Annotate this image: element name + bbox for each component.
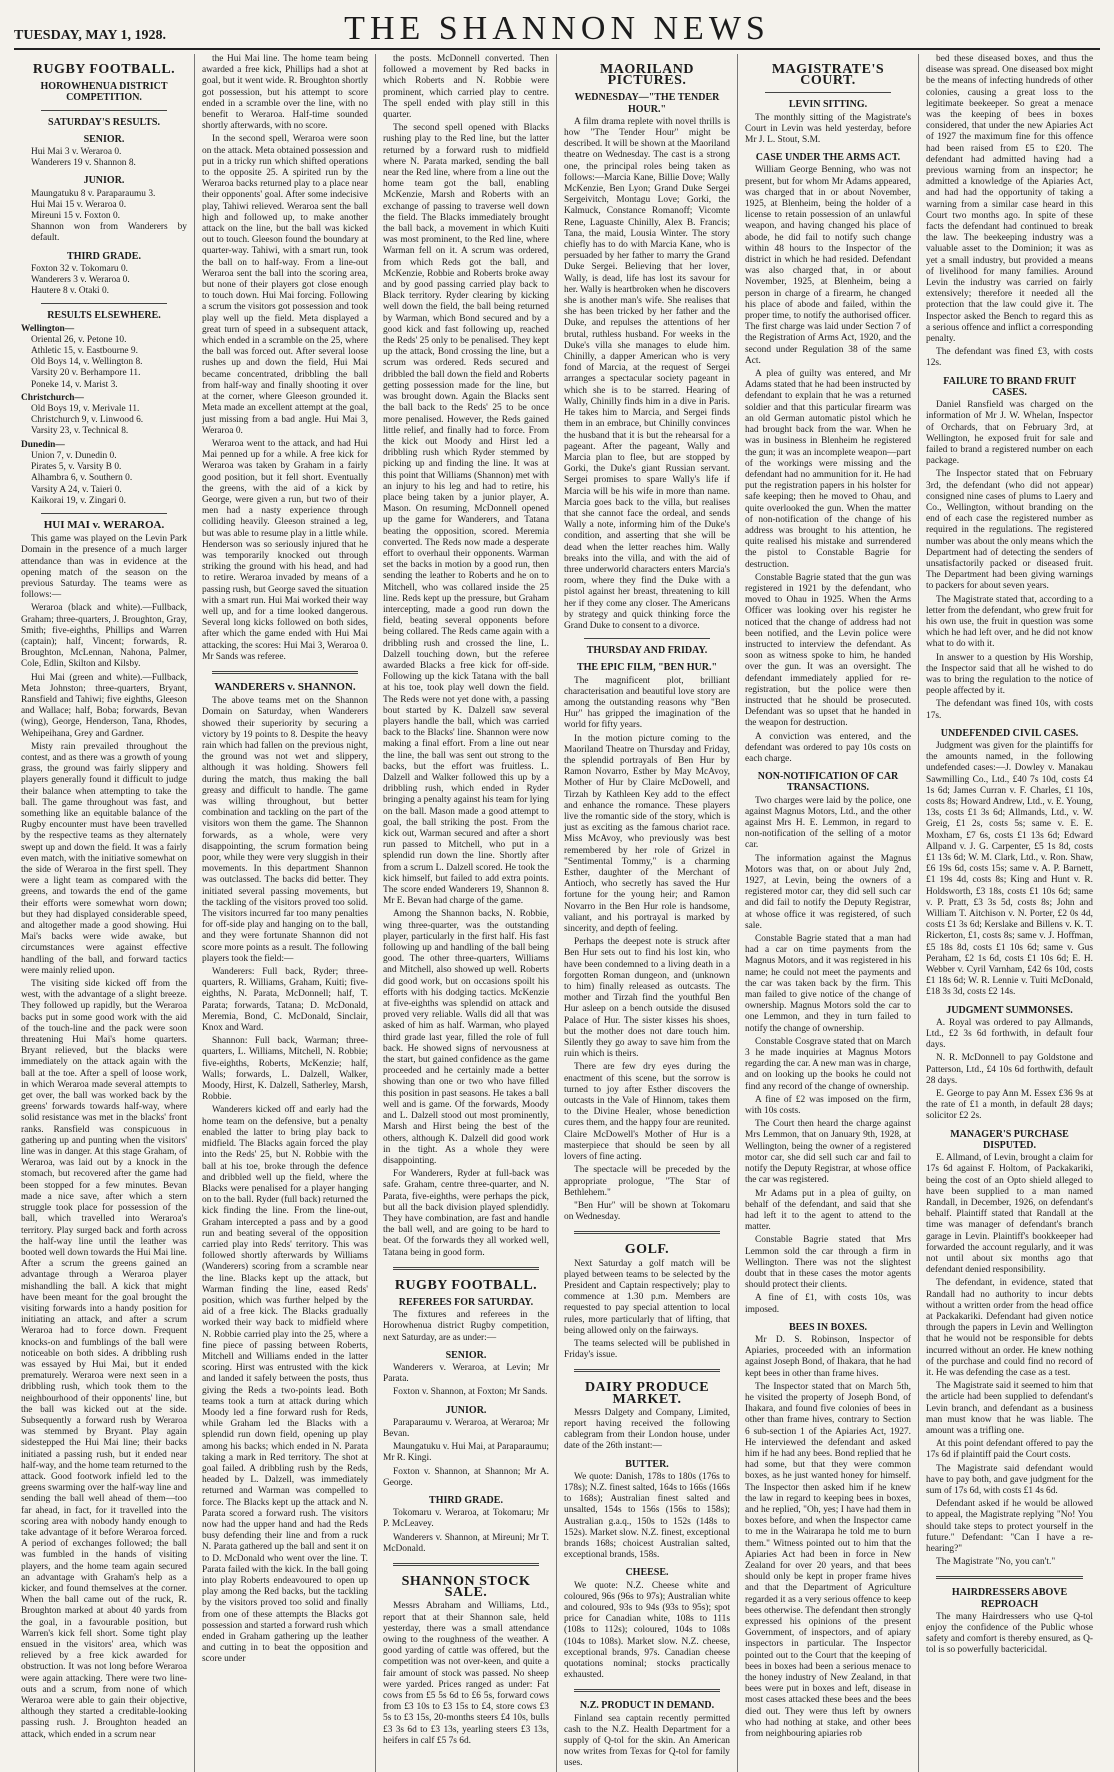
article-paragraph: There are few dry eyes during the enactment of this scene, but the sorrow is turned to joy after Esther discovers the outcasts in the Vale of Hinnom, takes them to the Divine Healer, whose benediction cures them, and the happy four are reunited. Claire McDowell's Mother of Hur is a masterpiece that should be seen by all lovers of fine acting. — [564, 1062, 730, 1163]
article-paragraph: the posts. McDonnell converted. Then followed a movement by Red backs in which Roberts and N. Robbie were prominent, which carried play to centre. The spell ended with play still in this quarter. — [383, 54, 549, 121]
nz-product-heading: N.Z. PRODUCT IN DEMAND. — [579, 1700, 715, 1712]
article-paragraph: The information against the Magnus Motors was that, on or about July 2nd, 1927, at Levin, being the owners of a registered motor car, they did sell such car and did fail to notify the Deputy Registrar, at whose office it was registered, of such sale. — [745, 853, 911, 931]
column-5 — [738, 54, 919, 1772]
rugby-referees-heading: RUGBY FOOTBALL. — [394, 1277, 538, 1293]
article-paragraph: The above teams met on the Shannon Domain on Saturday, when Wanderers showed their superiority by securing a victory by 19 points to 8. Despite the heavy rain which had fallen on the previous night, the ground was not wet and slippery, although it was holding. Showers fell during the match, thus making the ball greasy and difficult to handle. The game was willing throughout, but better combination and tackling on the part of the visitors won them the game. The Shannon forwards, as a whole, were very disappointing, the scrum formation being poor, while they were very sluggish in their movements. In this department Shannon was outclassed. The backs did better. They initiated several passing movements, but the tackling of the visitors proved too solid. The visitors incurred far too many penalties for off-side play and hanging on to the ball, and they were fortunate Shannon did not score more points as a result. The following players took the field:— — [202, 696, 368, 964]
maoriland-heading: MAORILAND PICTURES. — [600, 62, 694, 89]
divider — [584, 638, 710, 639]
article-paragraph: The magnificent plot, brilliant characterisation and beautiful love story are among the outstanding reasons why "Ben Hur" has gripped the imagination of the world for fifty years. — [564, 675, 730, 731]
article-paragraph: This game was played on the Levin Park Domain in the presence of a much larger attendance than was in evidence at the opening match of the season on the previous Saturday. The teams were as follows:— — [21, 534, 187, 601]
article-paragraph: Mr D. S. Robinson, Inspector of Apiaries, proceeded with an information against Joseph Bond, of Ihakara, that he had kept bees in other than frame hives. — [745, 1334, 911, 1379]
fixture-line: Tokomaru v. Weraroa, at Tokomaru; Mr P. McLeavey. — [383, 1508, 549, 1530]
article-paragraph: A fine of £1, with costs 10s, was imposed. — [745, 1293, 911, 1315]
article-paragraph: Defendant asked if he would be allowed to appeal, the Magistrate replying "No! You should take steps to protect yourself in the future." Defendant: "Can I have a re-hearing?" — [926, 1499, 1093, 1554]
article-paragraph: The Court then heard the charge against Mrs Lemmon, that on January 9th, 1928, at Wellington, being the owner of a registered motor car, she did sell such car and fail to notify the Deputy Registrar, at whose office the car was registered. — [745, 1119, 911, 1186]
senior-label: SENIOR. — [445, 1349, 487, 1361]
butter-label: BUTTER. — [625, 1458, 669, 1470]
car-transactions-subheading: NON-NOTIFICATION OF CAR TRANSACTIONS. — [757, 771, 899, 794]
result-line: Wanderers 3 v. Weraroa 0. — [31, 275, 130, 286]
competition-heading: HOROWHENUA DISTRICT COMPETITION. — [40, 81, 168, 104]
result-line: Varsity A 24, v. Taieri 0. — [31, 484, 122, 495]
article-paragraph: Two charges were laid by the police, one against Magnus Motors, Ltd., and the other against Mrs H. E. Lemmon, in regard to non-notification of the selling of a motor car. — [745, 795, 911, 851]
article-paragraph: The second spell opened with Blacks rushing play to the Red line, but the latter returned by a forward rush to midfield where N. Parata marked, sending the ball near the Red line, where from a line out the home team got the ball, enabling McKenzie, Marsh and Roberts with an exchange of passing to traverse well down the field. The Blacks immediately brought the ball back, a movement in which Kuiti was most prominent, to the Red line, where Warman fell on it. A scrum was ordered, from which Reds got the ball, and McKenzie, Robbie and Roberts broke away and by good passing carried play back to Black territory. Ryder clearing by kicking well down the field, the ball being returned by Warman, which Bond secured and by a good kick and fast following up, reached the Reds' 25 only to be penalised. They kept up the attack, Bond crossing the line, but a scrum was ordered. Reds secured and dribbled the ball down the field and Roberts getting possession made for the line, but was brought down. Again the Blacks sent the ball back to the Reds' 25 to be once more penalised. However, the Reds gained little relief, and finally had to force. From the kick out Moody and Hirst led a dribbling rush which Ryder stemmed by picking up and finding the line. It was at this point that Williams (Shannon) met with an injury to his leg and had to retire, his place being taken by a junior player, A. Mason. On resuming, McDonnell opened up the game for Wanderers, and Tatana beating the opposition, scored. Meremia converted. The Reds now made a desperate effort to overhaul their opponents. Warman set the backs in motion by a good run, then sending the leather to Roberts and he on to Mitchell, who was collared inside the 25 line. Reds kept up the pressure, but Graham intercepting, made a good run down the field, beating several opponents before being collared. The Reds came again with a dribbling rush and crossed the line, L. Dalzell touching down, but the referee awarded Blacks a free kick for off-side. Following up the kick Tatana with the ball at his toe, took play well down the field. The Reds were not yet done with, a passing bout started by K. Dalzell saw several players handle the ball, which was carried back to the Blacks' line. Shannon were now making a final effort. From a line out near the line, the ball was sent out strong to the backs, but the effort was fruitless. L. Dalzell and Walker followed this up by a dribbling rush, which ended in Ryder bringing a penalty against his team for lying on the ball. Mason made a good attempt to goal, the ball striking the post. From the kick out, Warman secured and after a short run passed to Mitchell, who put in a splendid run down the line. Shortly after from a scrum L. Dalzell scored. He took the kick himself, but failed to add extra points. The score ended Wanderers 19, Shannon 8. Mr E. Bevan had charge of the game. — [383, 123, 549, 907]
article-paragraph: The Magistrate stated that, according to a letter from the defendant, who grew fruit for his own use, the fruit in question was some which he had left over, and he did not know what to do with it. — [926, 594, 1093, 650]
cheese-label: CHEESE. — [625, 1567, 669, 1579]
result-line: Hui Mai 3 v. Weraroa 0. — [31, 147, 122, 158]
divider — [212, 671, 358, 674]
result-line: Varsity 20 v. Berhampore 11. — [31, 368, 141, 379]
newspaper-title: THE SHANNON NEWS — [344, 10, 770, 47]
article-paragraph: bed these diseased boxes, and thus the disease was spread. One diseased box might be the means of infecting hundreds of other colonies, causing a great loss to the legitimate beekeeper. So great a menace was the keeping of bees in boxes considered, that under the new Apiaries Act of 1927 the maximum fine for this offence had been raised from £5 to £20. The defendant had admitted having had a previous warning from an inspector; he admitted a knowledge of the Apiaries Act, and had had the opportunity of taking a warning from a similar case heard in this Court two months ago. In spite of these facts the defendant had continued to break the law. The beekeeping industry was a valuable asset to the Dominion; it was as yet a small industry, but provided a means of livelihood for many families. Around Levin the industry was carried on fairly extensively; therefore it needed all the protection that the law could give it. The Inspector asked the Bench to regard this as a serious offence and inflict a corresponding penalty. — [926, 54, 1093, 345]
result-line: Varsity 23, v. Technical 8. — [31, 426, 129, 437]
golf-heading: GOLF. — [624, 1242, 670, 1258]
article-paragraph: Daniel Ransfield was charged on the information of Mr J. W. Whelan, Inspector of Orchards, that on February 3rd, at Wellington, he exposed fruit for sale and failed to brand a registered number on each package. — [926, 400, 1093, 467]
article-paragraph: Misty rain prevailed throughout the contest, and as there was a growth of young grass, the ground was fairly slippery and players generally found it difficult to judge their balance when attempting to take the ball. The game throughout was fast, and something like an equitable balance of the Rugby encounter must have been travelled by the respective teams as they alternately swept up and down the field. It was a fairly even match, with the initiative somewhat on the side of Weraroa in the first spell. They were a light team as compared with the greens, and towards the end of the game their efforts were somewhat worn down; but they had displayed considerable speed, and altogether made a good showing. Hui Mai's backs were wide awake, but circumstances were against effective handling of the ball, and forward tactics were mainly relied upon. — [21, 741, 187, 976]
fixture-line: Foxton v. Shannon, at Shannon; Mr A. George. — [383, 1466, 549, 1488]
court-heading: MAGISTRATE'S COURT. — [771, 62, 885, 89]
divider — [41, 110, 167, 111]
advert-paragraph: Finland sea captain recently permitted cash to the N.Z. Health Department for a supply of Q-tol for the skin. An American now writes from Texas for Q-tol for family uses. — [564, 1713, 730, 1769]
arms-act-subheading: CASE UNDER THE ARMS ACT. — [755, 152, 901, 164]
city-label: Christchurch— — [21, 392, 84, 403]
city-label: Dunedin— — [21, 439, 65, 450]
article-paragraph: E. Allmand, of Levin, brought a claim for 17s 6d against F. Holtom, of Packakariki, being the cost of an Opto shield alleged to have been supplied to a man named Randall, in December, 1926, on defendant's behalf. Plaintiff stated that Randall at the time was manager of defendant's branch garage in Levin. Plaintiff's bookkeeper had forwarded the account regularly, and it was not until about six months ago that defendant denied responsibility. — [926, 1153, 1093, 1276]
article-paragraph: In the motion picture coming to the Maoriland Theatre on Thursday and Friday, the splendid portrayals of Ben Hur by Ramon Novarro, Esther by May McAvoy, Mother of Hur by Claire McDowell, and Tirzah by Kathleen Key add to the effect and enhance the romance. These players live the romantic side of the story, which is just as exciting as the famous chariot race. Miss McAvoy, who previously was best remembered by her role of Grizel in "Sentimental Tommy," is a charming Esther, daughter of the Merchant of Antioch, who secretly has saved the Hur fortune for the young heir; and Ramon Novarro in the Ben Hur role is handsome, valiant, and his portrayal is marked by sincerity, and depth of feeling. — [564, 733, 730, 935]
article-paragraph: The fixtures and referees in the Horowhenua district Rugby competition, next Saturday, are as under:— — [383, 1310, 549, 1343]
article-paragraph: Judgment was given for the plaintiffs for the amounts named, in the following undefended cases:—J. Dowley v. Manakau Sawmilling Co., Ltd., £40 7s 10d, costs £4 1s 6d; James Curran v. F. Charles, £1 10s, costs 8s; Howard Andrew, Ltd., v. E. Young, 13s, costs £1 3s 6d; Allmands, Ltd., v. W. Greig, £1 2s, costs 5s; same v. E. E. Moxham, £7 6s, costs £1 13s 6d; Edward Allpand v. J. G. Carpenter, £5 1s 8d, costs £1 13s 6d; W. M. Clark, Ltd., v. Ron. Shaw, £6 19s 6d, costs 15s; same v. A. P. Barnett, £1 19s 4d, costs 8s; King and Hunt v. R. Holdsworth, £3 18s, costs £1 10s 6d; same v. P. Pratt, £3 3s 5d, costs 8s; John and William T. Aitchison v. N. Porter, £2 0s 4d, costs £1 3s 6d; Kerslake and Billens v. K. T. Rickerton, £1, costs 8s; same v. J. Hoffman, £5 18s 8d, costs £1 10s 6d; same v. Gus Peraham, £2 1s 6d, costs £1 10s 6d; E. H. Webber v. Cyril Varnham, £42 6s 10d, costs £1 18s 6d; W. R. Lennie v. Tuiti McDonald, £18 3s 3d, costs £2 14s. — [926, 740, 1093, 998]
results-elsewhere-heading: RESULTS ELSEWHERE. — [47, 310, 161, 322]
divider — [574, 1689, 720, 1692]
article-paragraph: The defendant was fined 10s, with costs 17s. — [926, 699, 1093, 721]
article-paragraph: In the second spell, Weraroa were soon on the attack. Meta obtained possession and put in a tricky run which shifted operations to the opposite 25. A spirited run by the Weraroa backs returned play to a place near their opponents' goal. After some indecisive play, Tahiwi relieved. Weraroa sent the ball high and followed up, to make another attack on the line, but the ball was kicked out to touch. Gleeson found the boundary at quarter-way. Tahiwi, with a smart run, took the ball on to half-way. From a line-out Weraroa sent the ball into the scoring area, but none of their players got close enough to touch down. Hui Mai forcing. Following a scrum the visitors got possession and took play well up the field. Meta displayed a great turn of speed in a subsequent attack, which ended in a scramble on the 25, where the ball was forced out. After several loose rushes up and down the field, Hui Mai became concentrated, dribbling the ball from half-way and finally shooting it over at the corner, where Gleeson grounded it. Meta made an excellent attempt at the goal, just missing from a bad angle. Hui Mai 3, Weraroa 0. — [202, 134, 368, 436]
column-4 — [557, 54, 738, 1772]
fruit-cases-subheading: FAILURE TO BRAND FRUIT CASES. — [943, 375, 1076, 398]
article-paragraph: Constable Bagrie stated that the gun was registered in 1921 by the defendant, who moved to Ohau in 1925. When the Arms Officer was looking over his register he noticed that the change of address had not been notified, and the Levin police were instructed to interview the defendant. As soon as witness spoke to him, he handed over the gun. It was an oversight. The defendant immediately applied for re-registration, but the police were then instructed that he should be prosecuted. Defendant was so upset that he handed in the weapon for destruction. — [745, 572, 911, 729]
junior-label: JUNIOR. — [83, 175, 125, 187]
junior-label: JUNIOR. — [445, 1404, 487, 1416]
result-line: Poneke 14, v. Marist 3. — [31, 379, 118, 390]
result-line: Pirates 5, v. Varsity B 0. — [31, 462, 122, 473]
purchase-dispute-subheading: MANAGER'S PURCHASE DISPUTED. — [950, 1128, 1069, 1151]
article-paragraph: Shannon: Full back, Warman; three-quarters, L. Williams, Mitchell, N. Robbie; five-eighths, Roberts, McKenzie; half, Walls; forwards, L. Dalzell, Walker, Moody, Hirst, K. Dalzell, Satherley, Marsh, Robbie. — [202, 1036, 368, 1103]
article-paragraph: Weraroa went to the attack, and had Hui Mai penned up for a while. A free kick for Weraroa was taken by Graham in a fairly good position, but it fell short. Eventually the greens, with the aid of a kick by George, were given a run, but two of their men had a nasty experience through colliding heavily. Gleeson strained a leg, but was able to resume play in a little while. Henderson was so seriously injured that he was temporarily knocked out through striking the ground with his head, and had to retire. Weraroa invaded by means of a passing rush, but George saved the situation with a smart run. Hui Mai worked their way well up, and for a time looked dangerous. Several long kicks followed on both sides, after which the game ended with Hui Mai attacking, the scores: Hui Mai 3, Weraroa 0. Mr Sands was referee. — [202, 438, 368, 662]
column-2 — [195, 54, 376, 1772]
result-line: Hautere 8 v. Otaki 0. — [31, 286, 110, 297]
result-line: Wanderers 19 v. Shannon 8. — [31, 158, 136, 169]
city-label: Wellington— — [21, 323, 75, 334]
divider — [393, 1267, 539, 1270]
third-grade-label: THIRD GRADE. — [429, 1494, 503, 1506]
article-paragraph: We quote: Danish, 178s to 180s (176s to 178s); N.Z. finest salted, 164s to 166s (166s to 168s); Australian finest salted and unsalted, 154s to 156s (156s to 158s); Australian g.a.q., 150s to 152s (148s to 152s). Market slow. N.Z. finest, exceptional brands 168s; choicest Australian salted, exceptional brands, 158s. — [564, 1471, 730, 1561]
fixture-line: Wanderers v. Shannon, at Mireuni; Mr T. McDonald. — [383, 1532, 549, 1554]
article-paragraph: A plea of guilty was entered, and Mr Adams stated that he had been instructed by defendant to explain that he was a returned soldier and that this particular firearm was an old German automatic pistol which he had brought back from the war. When he was in business in Blenheim he registered the gun; it was an incomplete weapon—part of the workings were missing and the defendant had no ammunition for it. He had put the registration papers in his holster for safe keeping; then he moved to Ohau, and quite overlooked the gun. When the matter of non-notification of the change of his address was brought to his attention, he quite realised his mistake and surrendered the pistol to Constable Bagrie for destruction. — [745, 369, 911, 570]
result-line: Kaikorai 19, v. Zingari 0. — [31, 495, 126, 506]
article-paragraph: Constable Bagrie stated that Mrs Lemmon sold the car through a firm in Wellington. There was not the slightest doubt that in these cases the motor agents should protect their clients. — [745, 1235, 911, 1291]
column-1 — [14, 54, 195, 1772]
article-paragraph: Mr Adams put in a plea of guilty, on behalf of the defendant, and said that she had left it to the agent to attend to the matter. — [745, 1188, 911, 1233]
divider — [41, 303, 167, 304]
advert-paragraph: The many Hairdressers who use Q-tol enjoy the confidence of the Public whose safety and comfort is thereby ensured, as Q-tol is so powerfully bactericidal. — [926, 1611, 1093, 1656]
article-paragraph: Wanderers: Full back, Ryder; three-quarters, R. Williams, Graham, Kuiti; five-eighths, N. Parata, McDonnell; half, T. Parata; forwards, Tatana; D. McDonald, Meremia, Bond, C. McDonald, Sinclair, Knox and Ward. — [202, 967, 368, 1034]
article-paragraph: The Magistrate said defendant would have to pay both, and gave judgment for the sum of 17s 6d, with costs £1 4s 6d. — [926, 1463, 1093, 1496]
result-line: Union 7, v. Dunedin 0. — [31, 450, 117, 461]
divider — [765, 92, 891, 93]
match-heading: WANDERERS v. SHANNON. — [214, 680, 356, 693]
column-grid — [14, 54, 1100, 1769]
article-paragraph: William George Benning, who was not present, but for whom Mr Adams appeared, was charged that in or about November, 1925, at Blenheim, being the holder of a license to retain possession of an unlawful weapon, and having changed his place of abode, he did fail to notify such change within 48 hours to the Inspector of the district in which he had resided. Defendant was also charged that, in or about November, 1925, at Blenheim, being a person in charge of a firearm, he changed his place of abode and failed, within the proper time, to notify the authorised officer. The first charge was laid under Section 7 of the Registration of Arms Act, 1920, and the second under Regulation 38 of the same Act. — [745, 165, 911, 366]
result-line: Athletic 15, v. Eastbourne 9. — [31, 346, 138, 357]
match-heading: HUI MAI v. WERAROA. — [43, 518, 165, 531]
article-paragraph: The Inspector stated that on March 5th, he visited the property of Joseph Bond, of Ihakara, and found five colonies of bees in other than frame hives, contrary to Section 6 sub-section 1 of the Apiaries Act, 1927. He interviewed the defendant and asked him if he had any bees. Bond replied that he had some, but that they were common boxes, as he just wanted honey for himself. The Inspector then asked him if he knew the law in regard to keeping bees in boxes, and he replied, "Oh, yes; I have had them in boxes before, and when the Inspector came to me in the Wairarapa he told me to burn them." Witness pointed out to him that the Apiaries Act had been in force in New Zealand for over 20 years, and that bees should only be kept in proper frame hives and that the Department of Agriculture regarded it as a very serious offence to keep bees otherwise. The defendant then strongly expressed his opinions of the present Government, of inspectors, and of apiary inspectors in particular. The Inspector pointed out to the Court that the keeping of bees in boxes had been a serious menace to the honey industry of New Zealand, in that bees were put in boxes and left, disease in most cases attacked these bees and the bees died out. They were thus left by owners who had nothing at stake, and other bees from neighbouring apiaries rob — [745, 1381, 911, 1740]
article-paragraph: Perhaps the deepest note is struck after Ben Hur sets out to find his lost kin, who have been condemned to a living death in a forgotten Roman dungeon, and (unknown to him) finally released as outcasts. The mother and Tirzah find the youthful Ben Hur asleep on a bench outside the disused Palace of Hur. The sister kisses his shoes, but the mother does not dare touch him. Silently they go away to save him from the ruin which is theirs. — [564, 937, 730, 1060]
article-paragraph: The Magistrate "No, you can't." — [936, 1557, 1056, 1568]
article-paragraph: The teams selected will be published in Friday's issue. — [564, 1338, 730, 1361]
result-line: Oriental 26, v. Petone 10. — [31, 334, 127, 345]
article-paragraph: A. Royal was ordered to pay Allmands, Ltd., £2 3s 6d forthwith, in default four days. — [926, 1017, 1093, 1051]
result-line: Hui Mai 15 v. Weraroa 0. — [31, 199, 127, 210]
hairdressers-heading: HAIRDRESSERS ABOVE REPROACH — [951, 1587, 1068, 1610]
divider — [393, 1563, 539, 1566]
levin-sitting-subheading: LEVIN SITTING. — [788, 99, 868, 111]
column-6 — [919, 54, 1100, 1772]
article-paragraph: We quote: N.Z. Cheese white and coloured, 96s (96s to 97s); Australian white and coloured, 93s to 94s (93s to 95s); spot price for Canadian white, 108s to 111s (108s to 112s); coloured, 104s to 108s (104s to 108s). Market slow. N.Z. cheese, exceptional brands, 97s. Canadian cheese quotations nominal; stocks practically exhausted. — [564, 1580, 730, 1681]
article-paragraph: Constable Bagrie stated that a man had had a car on time payments from the Magnus Motors, and it was registered in his name; he could not meet the payments and the car was taken back by the firm. This man failed to give notice of the change of ownership. Magnus Motors sold the car to one Lemmon, and they in turn failed to notify the change of ownership. — [745, 934, 911, 1034]
divider — [574, 1369, 720, 1372]
saturday-results-heading: SATURDAY'S RESULTS. — [48, 116, 160, 128]
result-line: Christchurch 9, v. Linwood 6. — [31, 415, 144, 426]
ben-hur-subheading: THE EPIC FILM, "BEN HUR." — [576, 662, 717, 674]
result-line: Old Boys 14, v. Wellington 8. — [31, 357, 143, 368]
article-paragraph: The defendant was fined £3, with costs 12s. — [926, 347, 1093, 369]
rugby-heading: RUGBY FOOTBALL. — [32, 62, 176, 77]
fixture-line: Wanderers v. Weraroa, at Levin; Mr Parata. — [383, 1362, 549, 1385]
result-line: Old Boys 19, v. Merivale 11. — [31, 404, 140, 415]
column-3 — [376, 54, 557, 1772]
article-paragraph: The Magistrate said it seemed to him that the article had been supplied to defendant's Levin branch, and defendant as a business man must know that he was liable. The amount was a trifling one. — [926, 1381, 1093, 1436]
civil-cases-subheading: UNDEFENDED CIVIL CASES. — [940, 727, 1079, 739]
stock-sale-heading: SHANNON STOCK SALE. — [401, 1574, 531, 1601]
judgment-summonses-subheading: JUDGMENT SUMMONSES. — [946, 1004, 1073, 1016]
result-line: Foxton 32 v. Tokomaru 0. — [31, 263, 128, 274]
article-paragraph: Messrs Dalgety and Company, Limited, report having received the following cablegram from their London house, under date of the 26th instant:— — [564, 1407, 730, 1452]
article-paragraph: E. George to pay Ann M. Essex £36 9s at the rate of £1 a month, in default 28 days; solicitor £2 2s. — [926, 1089, 1093, 1122]
masthead — [14, 0, 1100, 50]
article-paragraph: the Hui Mai line. The home team being awarded a free kick, Phillips had a shot at goal, but it went wide. R. Broughton shortly got possession, but his attempt to score ended in a scramble over the line, with no benefit to Weraroa. Half-time sounded shortly afterwards, with no score. — [202, 54, 368, 132]
divider — [936, 1576, 1083, 1579]
dairy-heading: DAIRY PRODUCE MARKET. — [584, 1380, 710, 1407]
article-paragraph: The spectacle will be preceded by the appropriate prologue, "The Star of Bethlehem." — [564, 1165, 730, 1198]
article-paragraph: Next Saturday a golf match will be played between teams to be selected by the President and Captain respectively; play to commence at 1.30 p.m. Members are requested to pay special attention to local rules, more particularly that of lifting, that being allowed only on the fairways. — [564, 1258, 730, 1336]
result-line: Shannon won from Wanderers by default. — [31, 222, 187, 244]
wednesday-subheading: WEDNESDAY—"THE TENDER HOUR." — [574, 92, 720, 115]
result-line: Maungatuku 8 v. Paraparaumu 3. — [31, 188, 156, 199]
third-grade-label: THIRD GRADE. — [67, 250, 141, 262]
result-line: Alhambra 6, v. Southern 0. — [31, 473, 133, 484]
bees-subheading: BEES IN BOXES. — [788, 1321, 868, 1333]
article-paragraph: Constable Cosgrave stated that on March 3 he made inquiries at Magnus Motors regarding the car. A new man was in charge, and on looking up the books he could not find any record of the change of ownership. — [745, 1036, 911, 1092]
referees-subheading: REFEREES FOR SATURDAY. — [398, 1296, 534, 1308]
article-paragraph: The Inspector stated that on February 3rd, the defendant (who did not appear) consigned nine cases of plums to Laery and Co., Wellington, without branding on the end of each case the registered number as required in the regulations. The registered number was about the only means which the Department had of detecting the senders of unsatisfactorily packed or diseased fruit. The Department had been giving warnings to packers for about seven years. — [926, 469, 1093, 592]
article-paragraph: The defendant, in evidence, stated that Randall had no authority to incur debts without a written order from the head office at Packakariki. Defendant had given notice through the papers in Levin and Wellington that he would not be responsible for debts incurred without an order. He knew nothing of the purchase and could find no record of it. He was defending the case as a test. — [926, 1278, 1093, 1378]
article-paragraph: Among the Shannon backs, N. Robbie, wing three-quarter, was the outstanding player, particularly in the first half. His fast following up and handling of the ball being good. The other three-quarters, Williams and Mitchell, also showed up well. Roberts did good work, but on occasions spoilt his efforts with his dodging tactics. McKenzie at five-eighths was splendid on attack and proved very reliable. Walls did all that was asked of him as half. Warman, who played third grade last year, filled the role of full back. He showed signs of nervousness at the start, but gained confidence as the game proceeded and he certainly made a better showing than one or two who have filled this position in past seasons. He takes a ball well and is game. Of the forwards, Moody and L. Dalzell stood out most prominently, Marsh and Hirst being the best of the others, although K. Dalzell did good work in the tight. As a whole they were disappointing. — [383, 909, 549, 1166]
fixture-line: Paraparaumu v. Weraroa, at Weraroa; Mr Bevan. — [383, 1417, 549, 1439]
article-paragraph: N. R. McDonnell to pay Goldstone and Patterson, Ltd., £4 10s 6d forthwith, default 28 days. — [926, 1053, 1093, 1086]
article-paragraph: A film drama replete with novel thrills is how "The Tender Hour" might be described. It will be shown at the Maoriland theatre on Wednesday. The cast is a strong one, the principal roles being taken as follows:—Marcia Kane, Billie Dove; Wally McKenzie, Ben Lyon; Grand Duke Sergei Sergeivitch, Montagu Love; Gorki, the Kalmuck, Constance Romanoff; Vicomte Rene, Laguaste Chinilly, Alex B. Francis; Tana, the maid, Lousia Winter. The story chiefly has to do with Marcia Kane, who is persuaded by her father to marry the Grand Duke Sergei. Believing that her lover, Wally, is dead, life has lost its savour for her. Wally is heartbroken when he discovers she is another man's wife. She realises that she has been tricked by her father and the Duke, and repulses the attentions of her brutal, ruthless husband. For weeks in the Duke's villa she manages to elude him. Chinilly, a dapper American who is very fond of Marcia, at the request of Sergei arranges a spectacular society pageant in which she is to be starred. Hearing of Wally, Chinilly finds him in a dive in Paris. He takes him to Marcia, and Sergei finds them in an embrace, but Chinilly convinces the husband that it is but the rehearsal for a pageant. After the pageant, Wally and Marcia plan to flee, but are stopped by Gorki, the Duke's giant Russian servant. Sergei promises to spare Wally's life if Marcia will be his wife in more than name. Marcia goes back to the villa, but realises that she cannot face the ordeal, and sends Wally a note, informing him of the Duke's condition, and asserting that she will be dead when the letter reaches him. Wally breaks into the villa, and with the aid of three underworld characters enters Marcia's room, where they find the Duke with a pistol against her breast, threatening to kill her if they come any closer. The Americans by strategy and quick thinking force the Grand Duke to consent to a divorce. — [564, 116, 730, 631]
article-paragraph: In answer to a question by His Worship, the Inspector said that all he wished to do was to bring the regulation to the notice of people affected by it. — [926, 652, 1093, 697]
issue-date: TUESDAY, MAY 1, 1928. — [14, 28, 166, 43]
article-paragraph: The visiting side kicked off from the west, with the advantage of a slight breeze. They followed up rapidly, but the Weraroa backs put in some good work with the aid of the touch-line and the pack were soon threatening Hui Mai's home quarters. Bryant relieved, but the blacks were immediately on the attack again with the ball at the toe. After a spell of loose work, in which Weraroa made several attempts to get over, the ball was worked back by the greens' forwards towards half-way, where solid resistance was met in the blacks' front ranks. Ransfield was conspicuous in gathering up and punting when the visitors' line was in danger. At this stage Graham, of Weraroa, was laid out by a knock in the stomach, but recovered after the game had been stopped for a few minutes. Bevan made a nice save, after which a stern struggle took place for possession of the ball, which travelled into Weraroa's territory. Play surged back and forth across the half-way line until the leather was booted well down towards the Hui Mai line. After a scrum the greens gained an advantage through a Weraroa player mishandling the ball. A kick that might have been meant for the goal brought the visiting forwards into a handy position for initiating an attack, and after a scrum Weraroa had to force down. Frequent knocks-on and fumblings of the ball were noticeable on both sides. A dribbling rush was essayed by Hui Mai, but it ended prematurely. Weraroa were next seen in a dribbling rush, which took them to the neighbourhood of their opponents' line, but the ball was kicked out at the side. Subsequently a forward rush by Weraroa was stemmed by Bryant. Play again sidestepped the Hui Mai line; their backs initiated a passing rush, but it ended near half-way, and the home team returned to the attack. Good footwork infield led to the greens swarming over the half-way line and sending the ball well ahead of them—too far ahead, in fact, for it travelled into the scoring area with nobody handy enough to take advantage of it before Weraroa forced. A period of exchanges followed; the ball was fumbled in the hands of visiting players, and the home team again secured an advantage with Graham's help as a kicker, and found themselves at the corner. When the ball came out of the ruck, R. Broughton marked at about 40 yards from the goal, in a favourable position, but Warren's kick fell short. Some tight play ensued in the visitors' area, which was relieved by a free kick awarded for obstruction. It was not long before Weraroa were again attacking. There were two line-outs and a scrum, from none of which Weraroa were able to gain their objective, although they started a creditable-looking passing rush. J. Broughton headed an attack, which ended in a scrum near — [21, 979, 187, 1740]
article-paragraph: Hui Mai (green and white).—Fullback, Meta Johnston; three-quarters, Bryant, Ransfield and Tahiwi; five eighths, Gleeson and Wallace; half, Boba; forwards, Bevan (wing), George, Henderson, Tana, Rhodes, Wehipeihana, Grey and Gardner. — [21, 672, 187, 739]
article-paragraph: At this point defendant offered to pay the 17s 6d if plaintiff paid the Court costs. — [926, 1439, 1093, 1461]
divider — [41, 513, 167, 514]
senior-label: SENIOR. — [83, 133, 125, 145]
fixture-line: Maungatuku v. Hui Mai, at Paraparaumu; Mr R. Kingi. — [383, 1442, 549, 1464]
thursday-subheading: THURSDAY AND FRIDAY. — [586, 645, 708, 657]
article-paragraph: The monthly sitting of the Magistrate's Court in Levin was held yesterday, before Mr J. L. Stout, S.M. — [745, 112, 911, 146]
divider — [574, 1231, 720, 1234]
article-paragraph: For Wanderers, Ryder at full-back was safe. Graham, centre three-quarter, and N. Parata, five-eighths, were perhaps the pick, but all the back division played splendidly. They have combination, are fast and handle the ball well, and are going to be hard to beat. Of the forwards they all worked well, Tatana being in good form. — [383, 1169, 549, 1258]
article-paragraph: Wanderers kicked off and early had the home team on the defensive, but a penalty enabled the latter to bring play back to midfield. The Blacks again forced the play into the Reds' 25, but N. Robbie with the ball at his toe, broke through the defence and dribbled well up the field, where the Blacks were penalised for a player hanging on to the ball. Ryder (full back) returned the kick finding the line. From the line-out, Graham intercepted a pass and by a good run and beating several of the opposition carried play into Reds' territory. This was followed shortly afterwards by Williams (Wanderers) scoring from a scramble near the line. Blacks kept up the attack, but Warman finding the line, eased Reds' position, which was further helped by the aid of a free kick. The Blacks gradually worked their way back to midfield where N. Robbie carried play into the 25, where a fine piece of passing between Roberts, Mitchell and Williams ended in the latter scoring. Hirst was entrusted with the kick and landed it safely between the posts, thus giving the Reds a two-points lead. Both teams took a turn at attack during which Moody led a fine forward rush for Reds, while Graham led the Blacks with a splendid run down field, opening up play among his backs; which ended in N. Parata taking a mark in Red territory. The shot at goal failed. A dribbling rush by the Reds, headed by L. Dalzell, was immediately returned and Warman was compelled to force. The Blacks kept up the attack and N. Parata scored a forward rush. The visitors now had the upper hand and had the Reds busy defending their line and from a ruck N. Parata gathered up the ball and sent it on to D. McDonald who went over the line. T. Parata failed with the kick. In the ball going into play Roberts endeavoured to open up play among the Red backs, but the tackling by the visitors proved too solid and finally from one of these attempts the Blacks got possession and started a forward rush which ended in Graham gathering up the leather and cutting in to beat the opposition and score under — [202, 1105, 368, 1665]
result-line: Mireuni 15 v. Foxton 0. — [31, 211, 120, 222]
article-paragraph: A fine of £2 was imposed on the firm, with 10s costs. — [745, 1094, 911, 1117]
article-paragraph: "Ben Hur" will be shown at Tokomaru on Wednesday. — [564, 1200, 730, 1223]
article-paragraph: Messrs Abraham and Williams, Ltd., report that at their Shannon sale, held yesterday, there was a small attendance owing to the roughness of the weather. A good yarding of cattle was offered, but the competition was not over-keen, and quite a fair amount of stock was passed. No sheep were yarded. Prices ranged as under: Fat cows from £5 5s 6d to £6 5s, forward cows from £3 10s to £3 15s to £4, store cows £3 5s to £3 15s, 20-months steers £4 10s, bulls £3 3s 6d to £3 13s, yearling steers £3 13s, heifers in calf £5 7s 6d. — [383, 1601, 549, 1746]
article-paragraph: Weraroa (black and white).—Fullback, Graham; three-quarters, J. Broughton, Gray, Smith; five-eighths, Phillips and Warren (captain); half, Vincent; forwards, R. Broughton, McLennan, Nahona, Palmer, Cole, Edlin, Skilton and Kilsby. — [21, 603, 187, 670]
fixture-line: Foxton v. Shannon, at Foxton; Mr Sands. — [393, 1387, 548, 1398]
article-paragraph: A conviction was entered, and the defendant was ordered to pay 10s costs on each charge. — [745, 731, 911, 764]
